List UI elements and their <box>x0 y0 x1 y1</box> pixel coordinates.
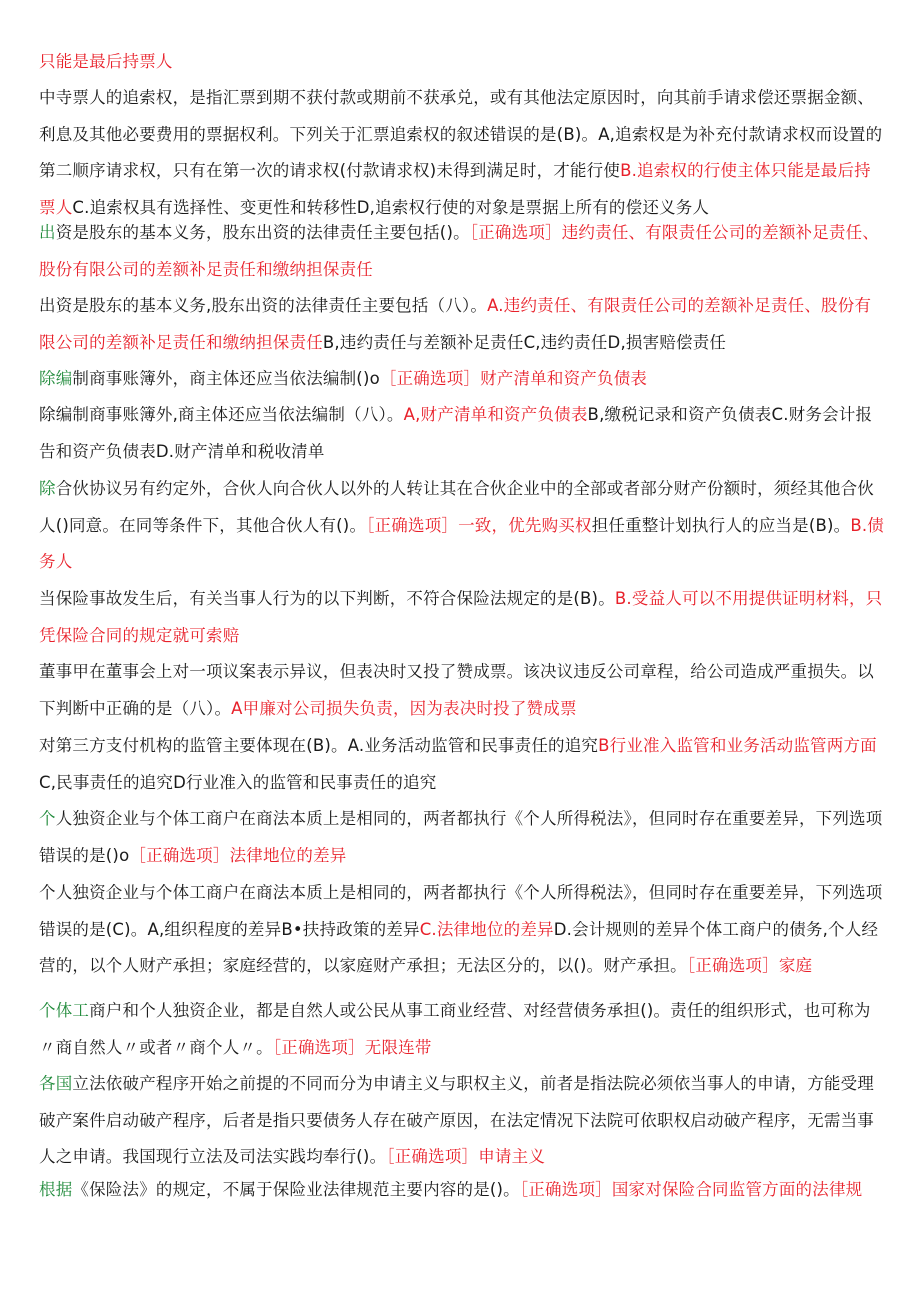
text-segment: 根据 <box>39 1180 73 1199</box>
text-segment: B.债务人 <box>39 515 884 571</box>
paragraph-3 <box>39 215 885 288</box>
text-segment: 资是股东的基本义务，股东出资的法律责任主要包括()。 <box>55 223 470 242</box>
text-segment: ［正确选项］家庭 <box>686 956 813 975</box>
text-segment: 除 <box>39 479 56 498</box>
paragraph-4 <box>39 288 885 361</box>
paragraph-10 <box>39 728 885 801</box>
paragraph-5 <box>39 361 885 398</box>
paragraph-11 <box>39 801 885 874</box>
text-segment: 制商事账簿外，商主体还应当依法编制()o <box>72 369 380 388</box>
text-segment: 个 <box>39 809 56 828</box>
text-segment: 《保险法》的规定，不属于保险业法律规范主要内容的是()。 <box>72 1180 520 1199</box>
text-segment: 立法依破产程序开始之前提的不同而分为申请主义与职权主义，前者是指法院必须依当事人的申请，方能受理破产案件启动破产程序，后者是指只要债务人存在破产原因，在法定情况下法院可依职权启动破产程序，无需当事人之申请。我国现行立法及司法实践均奉行()。 <box>39 1074 875 1166</box>
paragraph-6 <box>39 397 885 470</box>
text-segment: A甲廉对公司损失负责，因为表决时投了赞成票 <box>231 698 577 718</box>
text-segment: C.法律地位的差异 <box>419 919 554 939</box>
text-segment: 对第三方支付机构的监管主要体现在(B)。A.业务活动监管和民事责任的追究 <box>39 736 599 755</box>
text-segment: 担任重整计划执行人的应当是(B)。 <box>591 515 851 535</box>
text-segment: B.受益人可以不用提供证明材料，只凭保险合同的规定就可索赔 <box>39 589 883 645</box>
text-segment: ［正确选项］财产清单和资产负债表 <box>379 369 648 388</box>
text-segment: 合伙协议另有约定外，合伙人向合伙人以外的人转让其在合伙企业中的全部或者部分财产份额时，须经其他合伙人()同意。在同等条件下，其他合伙人有()。 <box>39 479 875 535</box>
text-segment: B,违约责任与差额补足责任C,违约责任D,损害赔偿责任 <box>322 332 727 352</box>
text-segment: ［正确选项］法律地位的差异 <box>129 845 347 865</box>
text-segment: 除编制商事账簿外,商主体还应当依法编制（八）。 <box>39 405 404 424</box>
paragraph-13 <box>39 993 885 1066</box>
paragraph-8 <box>39 581 885 654</box>
text-segment: 个体工 <box>39 1001 90 1020</box>
paragraph-12 <box>39 875 885 985</box>
text-segment: A,财产清单和资产负债表 <box>403 405 588 424</box>
paragraph-9 <box>39 654 885 727</box>
text-segment: 商户和个人独资企业，都是自然人或公民从事工商业经营、对经营债务承担()。责任的组织形式，也可称为〃商自然人〃或者〃商个人〃。 <box>39 1001 871 1057</box>
text-segment: ［正确选项］违约责任、有限责任公司的差额补足责任、股份有限公司的差额补足责任和缴纳担保责任 <box>39 223 880 279</box>
text-segment: ［正确选项］无限连带 <box>272 1037 432 1057</box>
text-segment: 出资是股东的基本义务,股东出资的法律责任主要包括（八）。 <box>39 296 488 315</box>
text-segment: B,缴税记录和资产负债表C.财务会计报告和资产负债表D.财产清单和税收清单 <box>39 405 873 461</box>
text-segment: A.违约责任、有限责任公司的差额补足责任、股份有限公司的差额补足责任和缴纳担保责任 <box>39 296 872 352</box>
text-segment: 只能是最后持票人 <box>39 52 173 71</box>
text-segment: ［正确选项］申请主义 <box>386 1147 546 1166</box>
paragraph-7 <box>39 471 885 581</box>
text-segment: 人独资企业与个体工商户在商法本质上是相同的，两者都执行《个人所得税法》，但同时存在重要差异，下列选项错误的是()o <box>39 809 883 865</box>
text-segment: 中寺票人的追索权，是指汇票到期不获付款或期前不获承兑，或有其他法定原因时，向其前手请求偿还票据金额、利息及其他必要费用的票据权利。下列关于汇票追索权的叙述错误的是(B)。A,追索权是为补充付款请求权而设置的第二顺序请求权，只有在第一次的请求权(付款请求权)未得到满足时，才能行使 <box>39 88 883 180</box>
paragraph-2 <box>39 80 885 226</box>
text-segment: C.追索权具有选择性、变更性和转移性D,追索权行使的对象是票据上所有的偿还义务人 <box>72 197 710 217</box>
text-segment: C,民事责任的追究D行业准入的监管和民事责任的追究 <box>39 772 437 792</box>
text-segment: 个人独资企业与个体工商户在商法本质上是相同的，两者都执行《个人所得税法》，但同时存在重要差异，下列选项错误的是(C)。A,组织程度的差异B•扶持政策的差异 <box>39 883 883 939</box>
paragraph-1 <box>39 44 885 81</box>
text-segment: ［正确选项］一致，优先购买权 <box>366 515 592 535</box>
paragraph-15 <box>39 1172 885 1209</box>
text-segment: 董事甲在董事会上对一项议案表示异议，但表决时又投了赞成票。该决议违反公司章程，给公司造成严重损失。以下判断中正确的是（八）。 <box>39 662 874 718</box>
text-segment: 当保险事故发生后，有关当事人行为的以下判断，不符合保险法规定的是(B)。 <box>39 589 615 608</box>
text-segment: 除编 <box>39 369 73 388</box>
text-segment: B.追索权的行使主体只能是最后持票人 <box>39 161 871 217</box>
text-segment: 出 <box>39 223 56 242</box>
text-segment: ［正确选项］国家对保险合同监管方面的法律规 <box>519 1180 863 1199</box>
text-segment: D.会计规则的差异个体工商户的债务,个人经营的，以个人财产承担；家庭经营的，以家庭财产承担；无法区分的，以()。财产承担。 <box>39 919 879 975</box>
text-segment: B行业准入监管和业务活动监管两方面 <box>598 736 877 755</box>
text-segment: 各国 <box>39 1074 73 1093</box>
paragraph-14 <box>39 1066 885 1176</box>
